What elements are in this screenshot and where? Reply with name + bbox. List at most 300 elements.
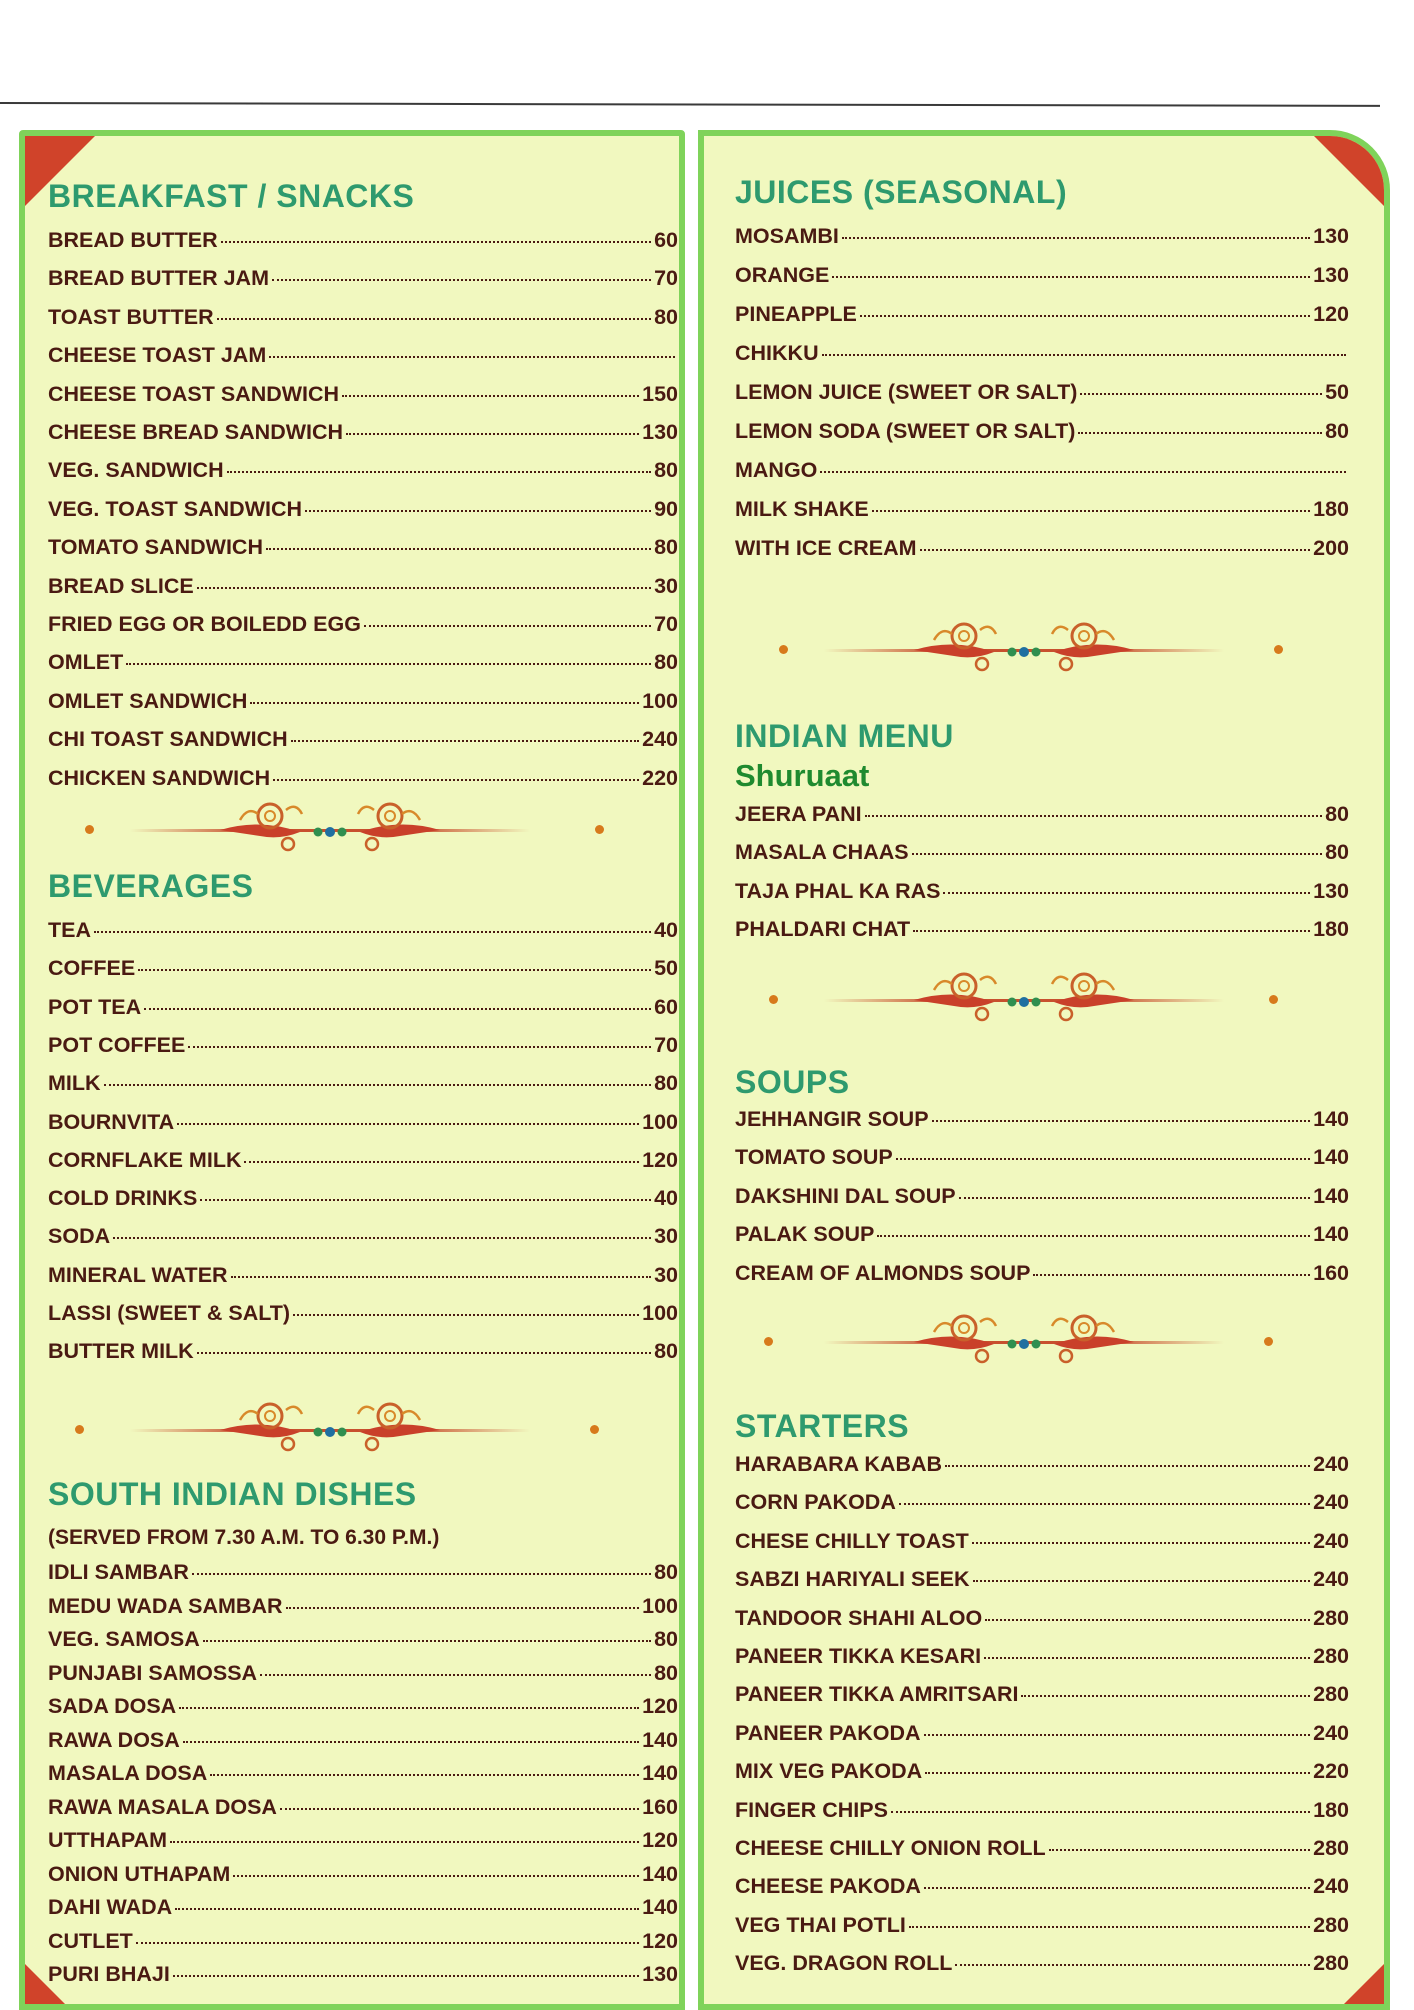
menu-item-row xyxy=(48,382,678,407)
menu-item-name: PINEAPPLE xyxy=(735,302,857,326)
corner-decoration xyxy=(1314,136,1384,206)
menu-item-row xyxy=(48,612,678,637)
menu-item-row xyxy=(735,263,1349,288)
menu-item-row xyxy=(48,228,678,253)
dot-leader xyxy=(183,1741,639,1743)
menu-item-price: 280 xyxy=(1313,1912,1349,1937)
menu-item-row xyxy=(735,1644,1349,1669)
floral-flourish-icon xyxy=(200,1396,460,1456)
menu-item-name: MASALA CHAAS xyxy=(735,840,909,865)
dot-leader xyxy=(269,356,675,358)
menu-item-name: CHEESE TOAST SANDWICH xyxy=(48,381,340,406)
menu-panel-right xyxy=(698,130,1390,2010)
dot-leader xyxy=(959,1197,1311,1199)
dot-leader xyxy=(973,1580,1311,1582)
menu-item-name: OMLET SANDWICH xyxy=(48,688,248,713)
menu-item-row xyxy=(735,458,1349,483)
ornament-dot xyxy=(85,825,94,834)
dot-leader xyxy=(126,663,651,665)
menu-item-row xyxy=(48,1862,678,1887)
menu-item-price: 200 xyxy=(1313,536,1349,560)
menu-item-row xyxy=(48,1828,678,1853)
menu-item-name: PHALDARI CHAT xyxy=(735,916,911,941)
menu-item-row xyxy=(735,1721,1349,1746)
menu-item-price: 150 xyxy=(642,381,678,406)
menu-item-price: 100 xyxy=(642,688,678,713)
menu-item-name: CUTLET xyxy=(48,1928,133,1953)
menu-item-name: VEG. SANDWICH xyxy=(48,458,224,483)
menu-item-name: COLD DRINKS xyxy=(48,1186,198,1211)
dot-leader xyxy=(197,1352,651,1354)
menu-item-price: 140 xyxy=(642,1861,678,1886)
ornament-divider xyxy=(25,1396,685,1456)
menu-item-name: WITH ICE CREAM xyxy=(735,536,917,560)
dot-leader xyxy=(896,1158,1310,1160)
menu-item-price: 80 xyxy=(1325,840,1349,865)
menu-item-name: LEMON SODA (SWEET OR SALT) xyxy=(735,419,1076,443)
menu-item-price: 240 xyxy=(642,727,678,752)
menu-item-price: 120 xyxy=(1313,302,1349,326)
dot-leader xyxy=(346,433,639,435)
menu-item-row xyxy=(48,956,678,981)
menu-item-name: LEMON JUICE (SWEET OR SALT) xyxy=(735,380,1078,404)
dot-leader xyxy=(1021,1695,1310,1697)
menu-item-price: 120 xyxy=(642,1928,678,1953)
ornament-divider xyxy=(704,1308,1390,1368)
menu-item-name: CHEESE BREAD SANDWICH xyxy=(48,420,344,444)
section-title: SOUTH INDIAN DISHES xyxy=(48,1476,417,1512)
dot-leader xyxy=(1049,1849,1311,1851)
menu-item-name: TOMATO SANDWICH xyxy=(48,535,263,560)
ornament-dot xyxy=(779,645,788,654)
menu-item-name: SADA DOSA xyxy=(48,1694,177,1718)
dot-leader xyxy=(260,1674,651,1676)
menu-item-price: 180 xyxy=(1313,916,1349,941)
menu-item-row xyxy=(735,879,1349,904)
dot-leader xyxy=(1033,1274,1310,1276)
ornament-dot xyxy=(769,995,778,1004)
menu-item-row xyxy=(48,1594,678,1619)
menu-item-row xyxy=(735,1529,1349,1554)
menu-item-name: PANEER TIKKA KESARI xyxy=(735,1644,982,1668)
menu-item-name: MANGO xyxy=(735,458,818,482)
menu-item-price: 100 xyxy=(642,1109,678,1134)
menu-item-name: VEG. DRAGON ROLL xyxy=(735,1951,953,1976)
menu-item-row xyxy=(735,1836,1349,1861)
menu-item-price: 280 xyxy=(1313,1836,1349,1860)
menu-item-row xyxy=(735,1107,1349,1132)
menu-item-name: BREAD SLICE xyxy=(48,573,194,598)
menu-item-row xyxy=(735,1184,1349,1209)
menu-item-name: HARABARA KABAB xyxy=(735,1452,943,1476)
menu-item-price: 80 xyxy=(654,1627,678,1651)
menu-item-row xyxy=(48,1033,678,1058)
dot-leader xyxy=(860,315,1310,317)
menu-item-price: 70 xyxy=(654,266,678,291)
menu-item-row xyxy=(48,305,678,330)
menu-item-name: ORANGE xyxy=(735,263,830,287)
dot-leader xyxy=(924,1887,1310,1889)
dot-leader xyxy=(877,1235,1310,1237)
menu-item-price: 80 xyxy=(654,535,678,560)
menu-item-price: 80 xyxy=(654,650,678,675)
section-title: BREAKFAST / SNACKS xyxy=(48,178,415,214)
menu-item-row xyxy=(735,1567,1349,1592)
corner-decoration xyxy=(1344,1964,1384,2004)
menu-item-name: VEG. TOAST SANDWICH xyxy=(48,496,303,521)
menu-item-row xyxy=(735,302,1349,327)
menu-item-row xyxy=(735,497,1349,522)
menu-item-name: MASALA DOSA xyxy=(48,1761,208,1785)
menu-item-price: 240 xyxy=(1313,1490,1349,1515)
menu-item-price: 280 xyxy=(1313,1682,1349,1707)
section-title: STARTERS xyxy=(735,1408,910,1444)
menu-item-price: 120 xyxy=(642,1828,678,1852)
dot-leader xyxy=(197,587,651,589)
dot-leader xyxy=(266,548,651,550)
menu-item-price: 130 xyxy=(642,420,678,444)
dot-leader xyxy=(210,1774,639,1776)
dot-leader xyxy=(233,1875,639,1877)
floral-flourish-icon xyxy=(200,796,460,856)
menu-item-row xyxy=(48,650,678,675)
menu-item-price: 140 xyxy=(1313,1107,1349,1131)
dot-leader xyxy=(912,853,1322,855)
menu-item-name: VEG. SAMOSA xyxy=(48,1627,200,1651)
menu-item-name: TANDOOR SHAHI ALOO xyxy=(735,1605,983,1630)
menu-item-name: RAWA MASALA DOSA xyxy=(48,1794,277,1819)
menu-item-row xyxy=(48,995,678,1020)
menu-item-name: CHESE CHILLY TOAST xyxy=(735,1528,969,1553)
menu-item-price: 160 xyxy=(642,1794,678,1819)
menu-item-price: 80 xyxy=(1325,802,1349,826)
menu-item-row xyxy=(48,574,678,599)
dot-leader xyxy=(179,1707,639,1709)
menu-item-price: 80 xyxy=(654,1339,678,1364)
dot-leader xyxy=(955,1964,1310,1966)
dot-leader xyxy=(291,740,639,742)
menu-item-name: JEHHANGIR SOUP xyxy=(735,1107,929,1131)
dot-leader xyxy=(984,1657,1310,1659)
menu-item-price: 80 xyxy=(654,1660,678,1685)
menu-item-name: CHIKKU xyxy=(735,341,819,365)
dot-leader xyxy=(293,1314,639,1316)
menu-item-name: RAWA DOSA xyxy=(48,1727,180,1752)
menu-item-price: 70 xyxy=(654,612,678,636)
menu-item-price: 140 xyxy=(1313,1145,1349,1170)
menu-item-price: 60 xyxy=(654,994,678,1019)
menu-item-price: 180 xyxy=(1313,497,1349,521)
menu-item-row xyxy=(48,918,678,943)
menu-item-price: 140 xyxy=(1313,1183,1349,1208)
dot-leader xyxy=(820,471,1346,473)
menu-item-name: OMLET xyxy=(48,650,124,675)
menu-item-price: 220 xyxy=(642,765,678,790)
menu-item-row xyxy=(48,1224,678,1249)
menu-item-name: POT COFFEE xyxy=(48,1032,186,1057)
menu-item-price: 220 xyxy=(1313,1759,1349,1784)
menu-item-row xyxy=(48,1071,678,1096)
menu-item-name: FRIED EGG OR BOILEDD EGG xyxy=(48,612,361,636)
dot-leader xyxy=(104,1084,652,1086)
section-title: JUICES (SEASONAL) xyxy=(735,174,1068,210)
menu-item-price: 130 xyxy=(642,1962,678,1986)
menu-item-row xyxy=(735,341,1349,366)
menu-item-price: 140 xyxy=(642,1761,678,1785)
menu-item-name: PURI BHAJI xyxy=(48,1962,170,1986)
menu-item-name: COFFEE xyxy=(48,956,136,981)
menu-item-row xyxy=(48,420,678,445)
menu-item-row xyxy=(48,1795,678,1820)
menu-item-price: 30 xyxy=(654,1224,678,1249)
menu-item-name: CORN PAKODA xyxy=(735,1490,896,1515)
section-title: INDIAN MENU xyxy=(735,718,954,754)
menu-item-row xyxy=(735,1798,1349,1823)
dot-leader xyxy=(872,510,1310,512)
menu-item-row xyxy=(48,1694,678,1719)
dot-leader xyxy=(177,1123,639,1125)
menu-item-row xyxy=(735,419,1349,444)
dot-leader xyxy=(920,549,1311,551)
dot-leader xyxy=(217,318,651,320)
menu-item-row xyxy=(48,266,678,291)
menu-item-name: BUTTER MILK xyxy=(48,1339,194,1364)
menu-item-name: SABZI HARIYALI SEEK xyxy=(735,1567,970,1592)
menu-item-row xyxy=(735,380,1349,405)
dot-leader xyxy=(899,1503,1310,1505)
dot-leader xyxy=(200,1199,651,1201)
dot-leader xyxy=(865,815,1322,817)
menu-item-row xyxy=(48,343,678,368)
menu-panel-left xyxy=(19,130,685,2010)
dot-leader xyxy=(913,930,1310,932)
dot-leader xyxy=(842,237,1310,239)
dot-leader xyxy=(364,625,651,627)
menu-item-price: 30 xyxy=(654,1262,678,1287)
dot-leader xyxy=(203,1640,651,1642)
ornament-dot xyxy=(1269,995,1278,1004)
menu-item-price: 280 xyxy=(1313,1951,1349,1976)
dot-leader xyxy=(227,471,651,473)
menu-item-name: MIX VEG PAKODA xyxy=(735,1759,923,1784)
menu-item-price: 60 xyxy=(654,228,678,252)
menu-item-name: CHEESE TOAST JAM xyxy=(48,343,267,368)
dot-leader xyxy=(832,276,1310,278)
menu-item-price: 240 xyxy=(1313,1567,1349,1592)
menu-item-row xyxy=(735,1874,1349,1899)
menu-item-price: 50 xyxy=(1325,380,1349,404)
menu-item-name: PUNJABI SAMOSSA xyxy=(48,1660,258,1685)
dot-leader xyxy=(909,1926,1310,1928)
menu-item-name: TOMATO SOUP xyxy=(735,1145,893,1170)
menu-item-row xyxy=(48,1301,678,1326)
menu-item-name: CORNFLAKE MILK xyxy=(48,1147,242,1172)
menu-item-row xyxy=(735,1145,1349,1170)
dot-leader xyxy=(1080,393,1322,395)
menu-item-price: 140 xyxy=(642,1727,678,1752)
menu-item-name: TOAST BUTTER xyxy=(48,304,214,329)
menu-item-price: 240 xyxy=(1313,1528,1349,1553)
dot-leader xyxy=(188,1046,651,1048)
ornament-divider xyxy=(704,616,1390,676)
dot-leader xyxy=(273,779,639,781)
menu-item-row xyxy=(735,917,1349,942)
dot-leader xyxy=(136,1942,639,1944)
ornament-dot xyxy=(75,1425,84,1434)
menu-item-price: 130 xyxy=(1313,224,1349,248)
menu-item-row xyxy=(48,689,678,714)
dot-leader xyxy=(138,969,651,971)
dot-leader xyxy=(144,1008,651,1010)
floral-flourish-icon xyxy=(894,616,1154,676)
menu-item-price: 280 xyxy=(1313,1605,1349,1630)
menu-item-price: 160 xyxy=(1313,1260,1349,1285)
menu-item-price: 120 xyxy=(642,1694,678,1718)
menu-item-price: 130 xyxy=(1313,263,1349,287)
section-subtitle: Shuruaat xyxy=(735,758,870,793)
menu-item-price: 240 xyxy=(1313,1452,1349,1476)
menu-item-row xyxy=(735,1452,1349,1477)
floral-flourish-icon xyxy=(894,966,1154,1026)
dot-leader xyxy=(250,702,639,704)
menu-item-price: 240 xyxy=(1313,1874,1349,1899)
menu-item-row xyxy=(735,1606,1349,1631)
menu-item-row xyxy=(735,1261,1349,1286)
dot-leader xyxy=(94,931,651,933)
dot-leader xyxy=(170,1841,639,1843)
menu-item-price: 280 xyxy=(1313,1644,1349,1668)
menu-item-name: CREAM OF ALMONDS SOUP xyxy=(735,1260,1031,1285)
dot-leader xyxy=(221,241,651,243)
menu-item-row xyxy=(48,1895,678,1920)
ornament-dot xyxy=(1264,1337,1273,1346)
menu-item-price: 80 xyxy=(654,304,678,329)
dot-leader xyxy=(972,1542,1310,1544)
menu-item-name: MILK SHAKE xyxy=(735,497,869,521)
menu-item-name: SODA xyxy=(48,1224,111,1249)
ornament-dot xyxy=(1274,645,1283,654)
menu-item-price: 30 xyxy=(654,573,678,598)
menu-item-name: BREAD BUTTER JAM xyxy=(48,266,269,291)
menu-item-row xyxy=(735,536,1349,561)
menu-item-row xyxy=(48,1929,678,1954)
menu-item-row xyxy=(48,1627,678,1652)
menu-item-name: MEDU WADA SAMBAR xyxy=(48,1593,283,1618)
menu-item-row xyxy=(735,1913,1349,1938)
dot-leader xyxy=(231,1276,652,1278)
dot-leader xyxy=(342,395,639,397)
menu-item-name: CHI TOAST SANDWICH xyxy=(48,727,288,752)
dot-leader xyxy=(280,1808,639,1810)
ornament-dot xyxy=(595,825,604,834)
menu-item-price: 80 xyxy=(1325,419,1349,443)
menu-item-row xyxy=(48,727,678,752)
menu-item-name: TEA xyxy=(48,918,91,942)
ornament-dot xyxy=(764,1337,773,1346)
menu-item-price: 80 xyxy=(654,458,678,483)
menu-item-name: MILK xyxy=(48,1071,101,1096)
menu-item-name: JEERA PANI xyxy=(735,802,862,826)
menu-item-row xyxy=(48,1339,678,1364)
dot-leader xyxy=(822,354,1346,356)
menu-item-name: POT TEA xyxy=(48,994,142,1019)
dot-leader xyxy=(1078,432,1322,434)
dot-leader xyxy=(244,1161,639,1163)
menu-item-name: PANEER PAKODA xyxy=(735,1720,921,1745)
menu-item-price: 140 xyxy=(1313,1222,1349,1247)
dot-leader xyxy=(945,1465,1310,1467)
menu-item-row xyxy=(735,1951,1349,1976)
menu-item-price: 240 xyxy=(1313,1720,1349,1745)
menu-item-row xyxy=(48,1186,678,1211)
menu-item-row xyxy=(48,766,678,791)
dot-leader xyxy=(925,1772,1310,1774)
menu-item-price: 120 xyxy=(642,1147,678,1172)
menu-item-name: LASSI (SWEET & SALT) xyxy=(48,1301,291,1325)
dot-leader xyxy=(924,1734,1311,1736)
menu-item-name: BREAD BUTTER xyxy=(48,228,218,252)
menu-item-name: TAJA PHAL KA RAS xyxy=(735,878,941,903)
menu-item-row xyxy=(48,1661,678,1686)
menu-item-name: PANEER TIKKA AMRITSARI xyxy=(735,1682,1019,1707)
menu-item-row xyxy=(48,1761,678,1786)
menu-item-row xyxy=(735,224,1349,249)
menu-item-price: 40 xyxy=(654,1186,678,1211)
dot-leader xyxy=(943,892,1310,894)
menu-item-name: FINGER CHIPS xyxy=(735,1797,888,1822)
menu-item-row xyxy=(48,1263,678,1288)
menu-item-name: BOURNVITA xyxy=(48,1109,175,1134)
dot-leader xyxy=(305,510,651,512)
menu-item-row xyxy=(48,1962,678,1987)
menu-item-name: PALAK SOUP xyxy=(735,1222,875,1247)
menu-item-price: 80 xyxy=(654,1560,678,1584)
menu-item-name: CHICKEN SANDWICH xyxy=(48,765,271,790)
dot-leader xyxy=(985,1619,1310,1621)
ornament-dot xyxy=(590,1425,599,1434)
section-title: SOUPS xyxy=(735,1064,850,1100)
ornament-divider xyxy=(25,796,685,856)
menu-item-price: 130 xyxy=(1313,878,1349,903)
menu-item-row xyxy=(735,1682,1349,1707)
menu-item-price: 100 xyxy=(642,1301,678,1325)
menu-item-row xyxy=(48,497,678,522)
menu-item-price: 100 xyxy=(642,1593,678,1618)
menu-item-name: ONION UTHAPAM xyxy=(48,1861,231,1886)
menu-item-price: 40 xyxy=(654,918,678,942)
menu-item-row xyxy=(48,1560,678,1585)
dot-leader xyxy=(891,1811,1310,1813)
menu-item-name: MOSAMBI xyxy=(735,224,839,248)
dot-leader xyxy=(173,1975,639,1977)
menu-item-name: MINERAL WATER xyxy=(48,1262,228,1287)
menu-item-name: UTTHAPAM xyxy=(48,1828,168,1852)
menu-item-row xyxy=(735,1222,1349,1247)
serving-hours-note: (SERVED FROM 7.30 A.M. TO 6.30 P.M.) xyxy=(48,1526,440,1549)
dot-leader xyxy=(272,279,651,281)
menu-item-price: 180 xyxy=(1313,1797,1349,1822)
menu-item-price: 80 xyxy=(654,1071,678,1096)
menu-item-row xyxy=(48,1728,678,1753)
menu-item-row xyxy=(48,458,678,483)
menu-item-name: CHEESE CHILLY ONION ROLL xyxy=(735,1836,1046,1860)
dot-leader xyxy=(286,1607,640,1609)
menu-item-name: IDLI SAMBAR xyxy=(48,1560,189,1584)
menu-item-price: 90 xyxy=(654,496,678,521)
section-title: BEVERAGES xyxy=(48,868,254,904)
menu-item-name: DAKSHINI DAL SOUP xyxy=(735,1183,956,1208)
ornament-divider xyxy=(704,966,1390,1026)
